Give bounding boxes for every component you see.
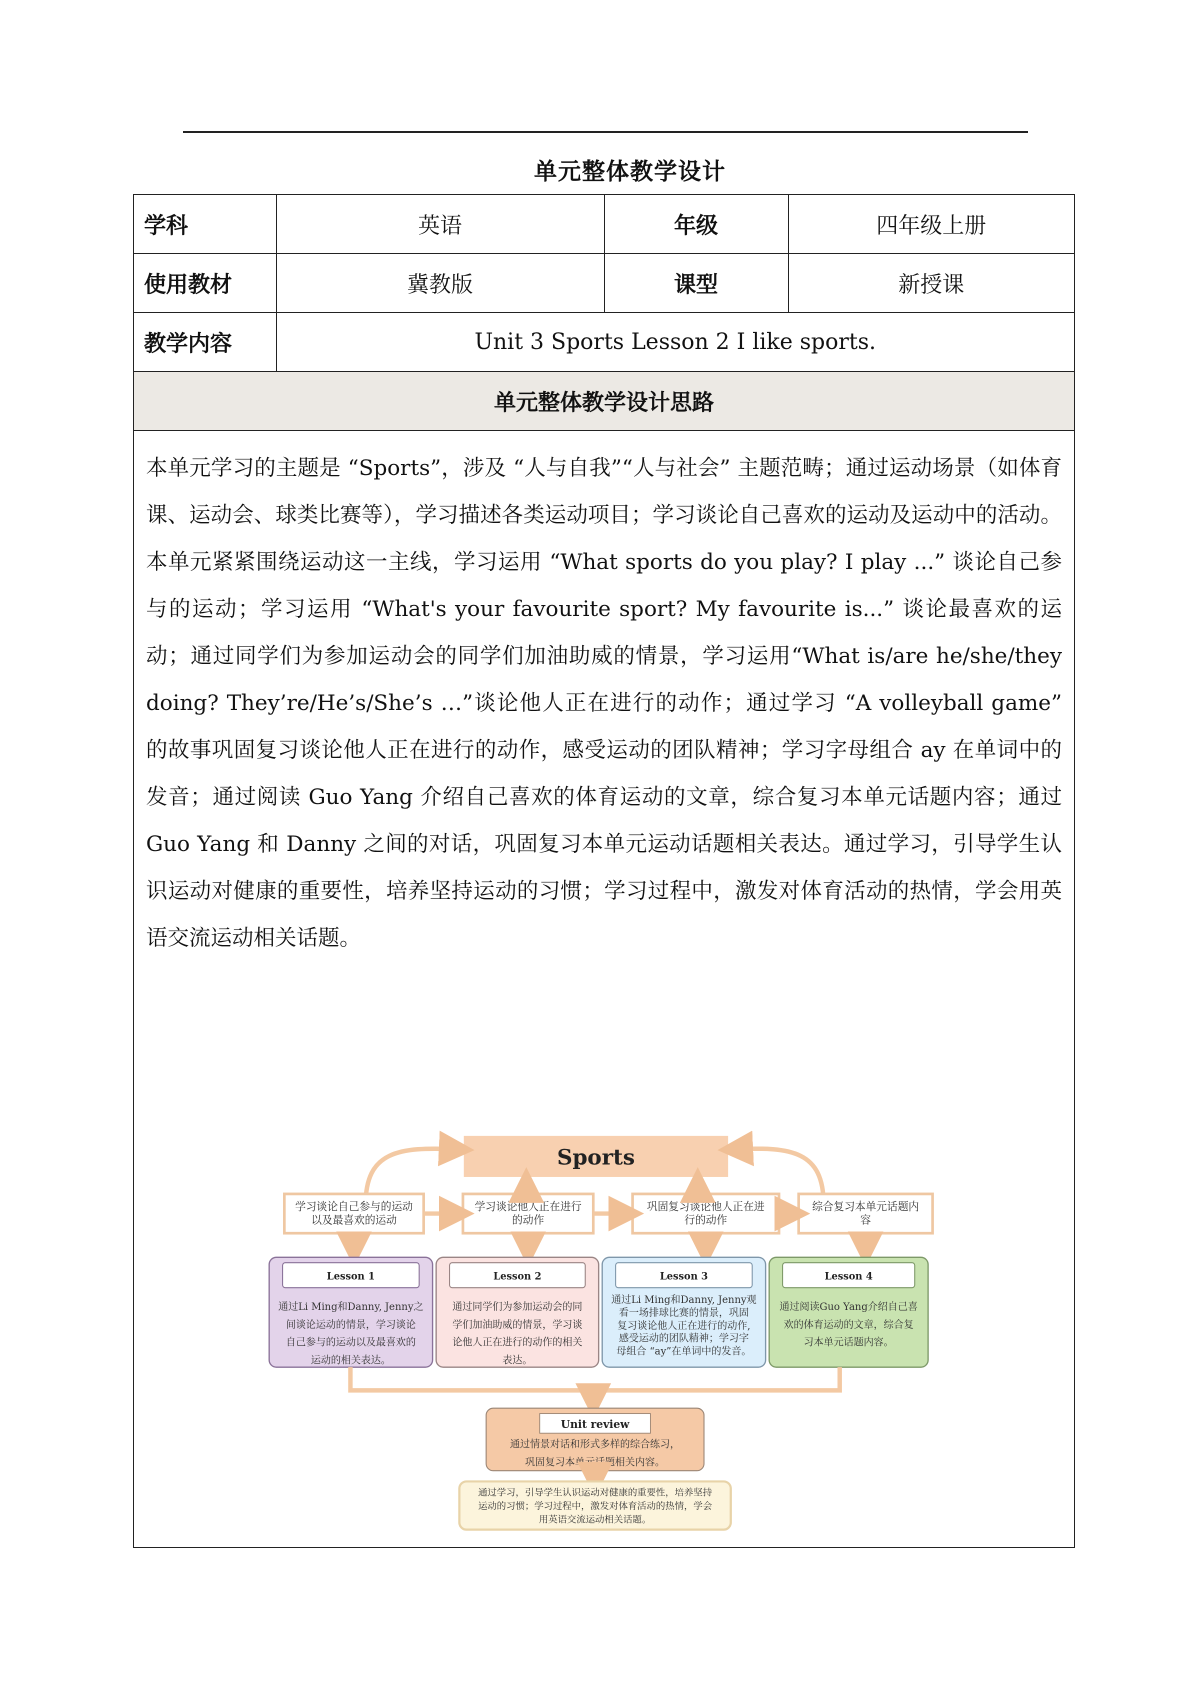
review-text: 通过情景对话和形式多样的综合练习， bbox=[510, 1439, 681, 1451]
lesson-text: 感受运动的团队精神；学习字 bbox=[618, 1333, 749, 1345]
subject-label: 学科 bbox=[134, 195, 276, 254]
lesson-text: 习本单元话题内容。 bbox=[803, 1337, 894, 1349]
goal-text: 综合复习本单元话题内 bbox=[812, 1200, 920, 1213]
review-title: Unit review bbox=[560, 1417, 630, 1431]
lesson-text: 通过Li Ming和Danny, Jenny观 bbox=[611, 1294, 757, 1306]
lesson-text: 母组合 “ay”在单词中的发音。 bbox=[616, 1346, 752, 1358]
final-outcome-text: 通过学习，引导学生认识运动对健康的重要性，培养坚持 bbox=[478, 1487, 713, 1499]
goal-text: 学习谈论他人正在进行 bbox=[474, 1200, 582, 1213]
goal-text: 学习谈论自己参与的运动 bbox=[295, 1200, 413, 1213]
lesson-title: Lesson 1 bbox=[326, 1271, 375, 1283]
content-label: 教学内容 bbox=[134, 313, 276, 372]
final-outcome-text: 运动的习惯；学习过程中，激发对体育活动的热情，学会 bbox=[478, 1501, 713, 1513]
lesson-text: 通过Li Ming和Danny, Jenny之 bbox=[278, 1302, 424, 1313]
meta-table bbox=[134, 195, 1074, 431]
goal-text: 巩固复习谈论他人正在进 bbox=[646, 1200, 765, 1213]
goal-text: 行的动作 bbox=[684, 1213, 728, 1227]
unit-flow-diagram bbox=[134, 1035, 1074, 1535]
subject-value: 英语 bbox=[276, 195, 604, 254]
lesson-title: Lesson 3 bbox=[659, 1271, 708, 1283]
lesson-text: 间谈论运动的情景，学习谈论 bbox=[285, 1319, 416, 1331]
lesson-text: 复习谈论他人正在进行的动作, bbox=[617, 1320, 751, 1332]
document-title: 单元整体教学设计 bbox=[534, 158, 726, 185]
section-title: 单元整体教学设计思路 bbox=[134, 372, 1074, 431]
goal-text: 以及最喜欢的运动 bbox=[311, 1213, 397, 1227]
lesson-text: 通过同学们为参加运动会的同 bbox=[452, 1302, 583, 1313]
lesson-text: 自己参与的运动以及最喜欢的 bbox=[285, 1337, 416, 1349]
type-value: 新授课 bbox=[788, 254, 1074, 313]
textbook-value: 冀教版 bbox=[276, 254, 604, 313]
top-rule bbox=[183, 131, 1028, 133]
sports-title: Sports bbox=[557, 1145, 635, 1171]
lessons-bracket bbox=[350, 1367, 839, 1390]
lesson-text: 看一场排球比赛的情景，巩固 bbox=[618, 1307, 749, 1319]
lesson-text: 论他人正在进行的动作的相关 bbox=[452, 1337, 583, 1349]
final-outcome-layer bbox=[134, 1535, 1074, 1605]
lesson-title: Lesson 4 bbox=[824, 1271, 873, 1283]
textbook-label: 使用教材 bbox=[134, 254, 276, 313]
lesson-text: 通过阅读Guo Yang介绍自己喜 bbox=[779, 1302, 918, 1313]
design-table bbox=[133, 194, 1075, 1548]
lesson-text: 运动的相关表达。 bbox=[310, 1355, 391, 1367]
design-paragraph: 本单元学习的主题是 “Sports”，涉及 “人与自我”“人与社会” 主题范畴；通过运动场景（如体育课、运动会、球类比赛等），学习描述各类运动项目；学习谈论自己喜欢的运动及运动中的活动。本单元紧紧围绕运动这一主线，学习运用 “What sports do you play? I play ...” 谈论自己参与的运动；学习运用 “What's your favourite sport? My favourite is...” 谈论最喜欢的运动；通过同学们为参加运动会的同学们加油助威的情景，学习运用“What is/are he/she/they doing? They’re/He’s/She’s …”谈论他人正在进行的动作；通过学习 “A volleyball game” 的故事巩固复习谈论他人正在进行的动作，感受运动的团队精神；学习字母组合 ay 在单词中的发音；通过阅读 Guo Yang 介绍自己喜欢的体育运动的文章，综合复习本单元话题内容；通过 Guo Yang 和 Danny 之间的对话，巩固复习本单元运动话题相关表达。通过学习，引导学生认识运动对健康的重要性，培养坚持运动的习惯；学习过程中，激发对体育活动的热情，学会用英语交流运动相关话题。 bbox=[146, 456, 1062, 951]
content-value: Unit 3 Sports Lesson 2 I like sports. bbox=[276, 313, 1074, 372]
lesson-text: 学们加油助威的情景，学习谈 bbox=[452, 1319, 583, 1331]
grade-label: 年级 bbox=[604, 195, 788, 254]
goal-text: 的动作 bbox=[512, 1213, 545, 1227]
goal-text: 容 bbox=[860, 1213, 871, 1227]
lesson-title: Lesson 2 bbox=[493, 1271, 542, 1283]
type-label: 课型 bbox=[604, 254, 788, 313]
lesson-text: 欢的体育运动的文章，综合复 bbox=[783, 1319, 914, 1331]
review-text: 巩固复习本单元话题相关内容。 bbox=[525, 1457, 666, 1469]
grade-value: 四年级上册 bbox=[788, 195, 1074, 254]
lesson-text: 表达。 bbox=[502, 1355, 533, 1367]
final-outcome-text: 用英语交流运动相关话题。 bbox=[538, 1514, 652, 1526]
